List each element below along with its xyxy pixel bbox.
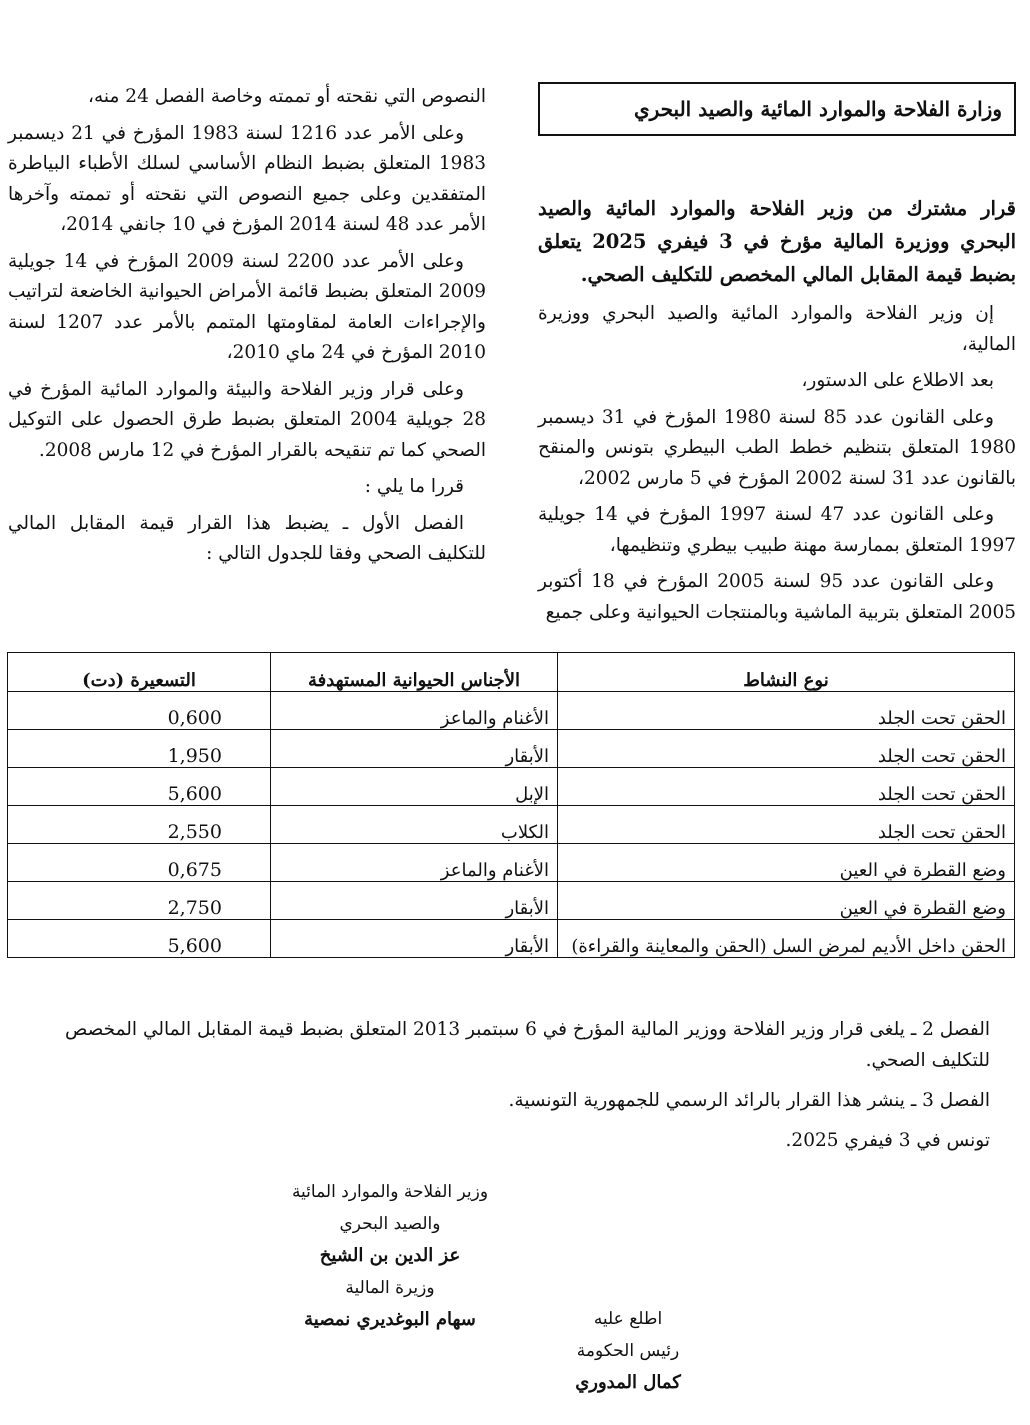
finance-minister-name: سهام البوغديري نمصية [304, 1309, 476, 1330]
cell-activity: وضع القطرة في العين [558, 844, 1015, 882]
left-column [8, 82, 486, 576]
cell-activity: الحقن تحت الجلد [558, 806, 1015, 844]
cell-price: 1,950 [8, 730, 271, 768]
cell-price: 2,750 [8, 882, 271, 920]
preamble-paragraph: وعلى القانون عدد 85 لسنة 1980 المؤرخ في 31 ديسمبر 1980 المتعلق بتنظيم خطط الطب البيطري بتونس والمنقح بالقانون عدد 31 لسنة 2002 المؤرخ في 5 مارس 2002، [538, 406, 1016, 489]
cell-price: 0,600 [8, 692, 271, 730]
cell-price: 5,600 [8, 920, 271, 958]
cell-species: الأبقار [271, 882, 558, 920]
article-2: الفصل 2 ـ يلغى قرار وزير الفلاحة ووزير المالية المؤرخ في 6 سبتمبر 2013 المتعلق بضبط قيمة المقابل المالي المخصص للتكليف الصحي. [64, 1019, 990, 1071]
table-row [8, 920, 1015, 958]
preamble-paragraph: وعلى القانون عدد 95 لسنة 2005 المؤرخ في 18 أكتوبر 2005 المتعلق بتربية الماشية وبالمنتجات الحيوانية وعلى جميع [538, 571, 1016, 623]
decision-intro: قررا ما يلي : [364, 476, 464, 497]
cell-activity: الحقن تحت الجلد [558, 730, 1015, 768]
cell-species: الإبل [271, 768, 558, 806]
preamble-paragraph: وعلى القانون عدد 47 لسنة 1997 المؤرخ في 14 جويلية 1997 المتعلق بممارسة مهنة طبيب بيطري وتنظيمها، [538, 504, 1016, 556]
header-price: التسعيرة (دت) [8, 653, 271, 692]
cell-price: 5,600 [8, 768, 271, 806]
pm-name: كمال المدوري [575, 1372, 681, 1393]
table-row [8, 844, 1015, 882]
cell-price: 2,550 [8, 806, 271, 844]
table-row [8, 882, 1015, 920]
table-row [8, 692, 1015, 730]
cell-species: الأبقار [271, 920, 558, 958]
preamble-paragraph: إن وزير الفلاحة والموارد المائية والصيد البحري ووزيرة المالية، [538, 303, 1016, 355]
table-row [8, 730, 1015, 768]
cell-activity: الحقن تحت الجلد [558, 768, 1015, 806]
article-1: الفصل الأول ـ يضبط هذا القرار قيمة المقابل المالي للتكليف الصحي وفقا للجدول التالي : [8, 512, 486, 564]
pm-title: رئيس الحكومة [576, 1341, 680, 1361]
finance-minister-title: وزيرة المالية [345, 1278, 435, 1298]
table-row [8, 806, 1015, 844]
minister-name: عز الدين بن الشيخ [319, 1245, 461, 1266]
article-3: الفصل 3 ـ ينشر هذا القرار بالرائد الرسمي للجمهورية التونسية. [508, 1090, 990, 1111]
cell-price: 0,675 [8, 844, 271, 882]
preamble-paragraph: وعلى الأمر عدد 2200 لسنة 2009 المؤرخ في 14 جويلية 2009 المتعلق بضبط قائمة الأمراض الحيوانية الخاضعة لتراتيب والإجراءات العامة لمقاومتها المتمم بالأمر عدد 1207 لسنة 2010 المؤرخ في 24 ماي 2010، [8, 250, 486, 363]
closing-section [14, 1014, 990, 1165]
decree-title: قرار مشترك من وزير الفلاحة والموارد المائية والصيد البحري ووزيرة المالية مؤرخ في 3 فيفري 2025 يتعلق بضبط قيمة المقابل المالي المخصص للتكليف الصحي. [538, 197, 1017, 286]
preamble-paragraph: بعد الاطلاع على الدستور، [801, 370, 994, 391]
ministry-header-box [538, 82, 1016, 136]
right-column [538, 82, 1016, 634]
minister-title-line-2: والصيد البحري [339, 1214, 441, 1234]
preamble-paragraph: وعلى قرار وزير الفلاحة والبيئة والموارد المائية المؤرخ في 28 جويلية 2004 المتعلق بضبط طرق الحصول على التوكيل الصحي كما تم تنقيحه بالقرار المؤرخ في 12 مارس 2008. [8, 378, 486, 461]
cell-species: الأبقار [271, 730, 558, 768]
place-date: تونس في 3 فيفري 2025. [785, 1130, 990, 1151]
preamble-paragraph: وعلى الأمر عدد 1216 لسنة 1983 المؤرخ في 21 ديسمبر 1983 المتعلق بضبط النظام الأساسي لسلك الأطباء البياطرة المتفقدين وعلى جميع النصوص التي نقحته أو تممته وآخرها الأمر عدد 48 لسنة 2014 المؤرخ في 10 جانفي 2014، [8, 122, 486, 235]
preamble-paragraph: النصوص التي نقحته أو تممته وخاصة الفصل 24 منه، [88, 86, 486, 107]
ministry-title: وزارة الفلاحة والموارد المائية والصيد البحري [633, 97, 1002, 121]
cell-activity: وضع القطرة في العين [558, 882, 1015, 920]
rates-table [7, 652, 1015, 958]
ministers-signature-block [260, 1176, 520, 1336]
cell-activity: الحقن داخل الأديم لمرض السل (الحقن والمعاينة والقراءة) [558, 920, 1015, 958]
cell-species: الكلاب [271, 806, 558, 844]
header-species: الأجناس الحيوانية المستهدفة [271, 653, 558, 692]
minister-title-line-1: وزير الفلاحة والموارد المائية [291, 1182, 489, 1202]
table-row [8, 768, 1015, 806]
seen-label: اطلع عليه [593, 1309, 663, 1329]
cell-species: الأغنام والماعز [271, 692, 558, 730]
header-activity: نوع النشاط [558, 653, 1015, 692]
table-header-row [8, 653, 1015, 692]
cell-activity: الحقن تحت الجلد [558, 692, 1015, 730]
cell-species: الأغنام والماعز [271, 844, 558, 882]
pm-signature-block [498, 1303, 758, 1399]
